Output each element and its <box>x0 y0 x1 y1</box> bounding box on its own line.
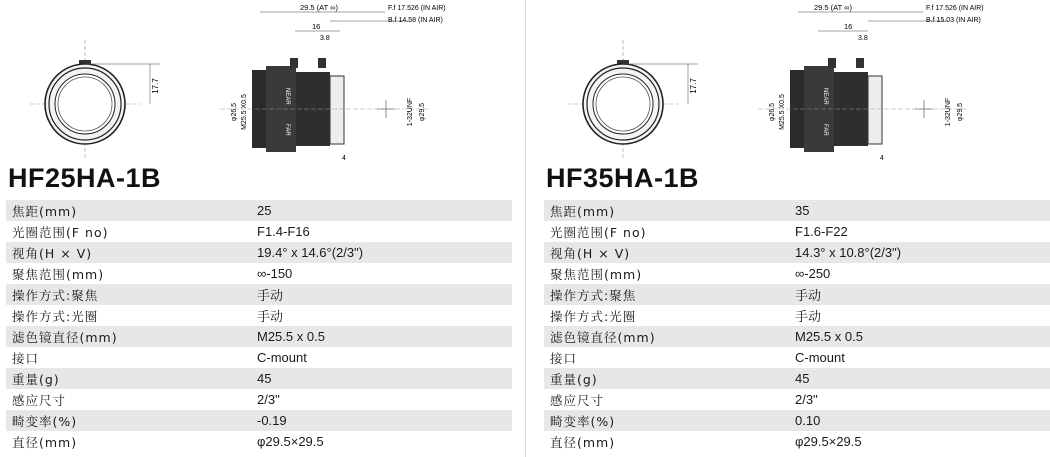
front-view <box>568 40 698 160</box>
spec-value: F1.6-F22 <box>795 224 848 239</box>
lens-panel-2 <box>538 0 1050 457</box>
spec-value: 手动 <box>795 309 822 324</box>
spec-value: ∞-150 <box>257 266 293 281</box>
spec-row <box>6 242 512 263</box>
spec-key: 焦距(mm) <box>550 203 616 219</box>
spec-key: 感应尺寸 <box>12 392 67 408</box>
spec-key: 光圈范围(F no) <box>550 224 647 240</box>
side-view <box>758 3 984 160</box>
spec-value: φ29.5×29.5 <box>795 434 862 449</box>
spec-value: C-mount <box>257 350 307 365</box>
far-label: FAR <box>284 124 290 136</box>
spec-value: 手动 <box>257 288 284 303</box>
spec-key: 接口 <box>12 350 40 366</box>
spec-key: 重量(g) <box>12 371 60 387</box>
spec-key: 畸变率(%) <box>550 413 616 429</box>
spec-row <box>6 326 512 347</box>
spec-row <box>6 221 512 242</box>
dim-bf: B.f 14.58 (IN AIR) <box>388 17 443 24</box>
spec-value: C-mount <box>795 350 845 365</box>
dim-dia-a: φ26.5 <box>769 102 776 122</box>
spec-row <box>6 200 512 221</box>
spec-row <box>544 200 1050 221</box>
spec-row <box>544 389 1050 410</box>
dim-4: 4 <box>880 155 884 160</box>
spec-value: φ29.5×29.5 <box>257 434 324 449</box>
dim-dia-a: φ26.5 <box>231 102 238 122</box>
spec-value: -0.19 <box>257 413 287 428</box>
front-view <box>30 40 160 160</box>
spec-value: 手动 <box>795 288 822 303</box>
dim-16: 16 <box>844 22 853 31</box>
spec-row <box>6 284 512 305</box>
dim-total: 29.5 (AT ∞) <box>300 3 338 12</box>
spec-value: F1.4-F16 <box>257 224 310 239</box>
side-view <box>220 3 446 160</box>
spec-key: 操作方式:光圈 <box>12 308 99 324</box>
spec-key: 滤色镜直径(mm) <box>550 329 656 345</box>
spec-value: ∞-250 <box>795 266 831 281</box>
dim-dia-b: M25.5 X0.5 <box>779 94 786 130</box>
panel-divider <box>525 0 526 457</box>
spec-row <box>544 410 1050 431</box>
spec-key: 聚焦范围(mm) <box>550 266 643 282</box>
spec-key: 光圈范围(F no) <box>12 224 109 240</box>
spec-value: 45 <box>795 371 810 386</box>
spec-row <box>6 305 512 326</box>
spec-key: 操作方式:光圈 <box>550 308 637 324</box>
dim-ff: F.f 17.526 (IN AIR) <box>926 5 984 12</box>
spec-row <box>544 326 1050 347</box>
spec-value: 45 <box>257 371 272 386</box>
dim-3-8: 3.8 <box>858 35 868 42</box>
spec-key: 滤色镜直径(mm) <box>12 329 118 345</box>
dim-ff: F.f 17.526 (IN AIR) <box>388 5 446 12</box>
spec-key: 重量(g) <box>550 371 598 387</box>
spec-value: 19.4° x 14.6°(2/3") <box>257 245 364 260</box>
lens-drawing <box>0 0 512 160</box>
lens-panel-1 <box>0 0 512 457</box>
spec-key: 操作方式:聚焦 <box>550 287 637 303</box>
dim-thread: 1-32UNF <box>407 97 414 127</box>
spec-row <box>6 431 512 452</box>
spec-row <box>544 368 1050 389</box>
spec-table <box>544 200 1050 452</box>
spec-row <box>544 431 1050 452</box>
spec-key: 畸变率(%) <box>12 413 78 429</box>
spec-key: 感应尺寸 <box>550 392 605 408</box>
near-label: NEAR <box>822 88 828 105</box>
model-title: HF35HA-1B <box>546 163 700 193</box>
spec-key: 焦距(mm) <box>12 203 78 219</box>
far-label: FAR <box>822 124 828 136</box>
spec-key: 操作方式:聚焦 <box>12 287 99 303</box>
spec-value: 手动 <box>257 309 284 324</box>
dim-dia-b: M25.5 X0.5 <box>241 94 248 130</box>
dim-dia-c: φ29.5 <box>957 102 964 122</box>
dim-17-7: 17.7 <box>689 78 698 94</box>
dim-16: 16 <box>312 22 321 31</box>
dim-dia-c: φ29.5 <box>419 102 426 122</box>
spec-row <box>6 347 512 368</box>
spec-row <box>6 263 512 284</box>
dim-bf: B.f 15.03 (IN AIR) <box>926 17 981 24</box>
spec-value: 2/3" <box>257 392 280 407</box>
spec-value: M25.5 x 0.5 <box>257 329 325 344</box>
dim-17-7: 17.7 <box>151 78 160 94</box>
spec-key: 视角(H × V) <box>12 245 93 261</box>
spec-key: 接口 <box>550 350 578 366</box>
spec-row <box>544 263 1050 284</box>
lens-drawing <box>538 0 1050 160</box>
spec-value: M25.5 x 0.5 <box>795 329 863 344</box>
spec-value: 35 <box>795 203 810 218</box>
spec-key: 聚焦范围(mm) <box>12 266 105 282</box>
dim-3-8: 3.8 <box>320 35 330 42</box>
spec-value: 2/3" <box>795 392 818 407</box>
spec-row <box>6 410 512 431</box>
spec-row <box>6 368 512 389</box>
spec-value: 25 <box>257 203 272 218</box>
spec-key: 直径(mm) <box>550 434 616 450</box>
spec-row <box>6 389 512 410</box>
dim-4: 4 <box>342 155 346 160</box>
model-title: HF25HA-1B <box>8 163 162 193</box>
near-label: NEAR <box>284 88 290 105</box>
spec-value: 14.3° x 10.8°(2/3") <box>795 245 902 260</box>
spec-row <box>544 221 1050 242</box>
spec-row <box>544 305 1050 326</box>
spec-row <box>544 347 1050 368</box>
dim-thread: 1-32UNF <box>945 97 952 127</box>
spec-key: 视角(H × V) <box>550 245 631 261</box>
spec-row <box>544 242 1050 263</box>
dim-total: 29.5 (AT ∞) <box>814 3 852 12</box>
spec-value: 0.10 <box>795 413 821 428</box>
spec-row <box>544 284 1050 305</box>
spec-key: 直径(mm) <box>12 434 78 450</box>
spec-table <box>6 200 512 452</box>
